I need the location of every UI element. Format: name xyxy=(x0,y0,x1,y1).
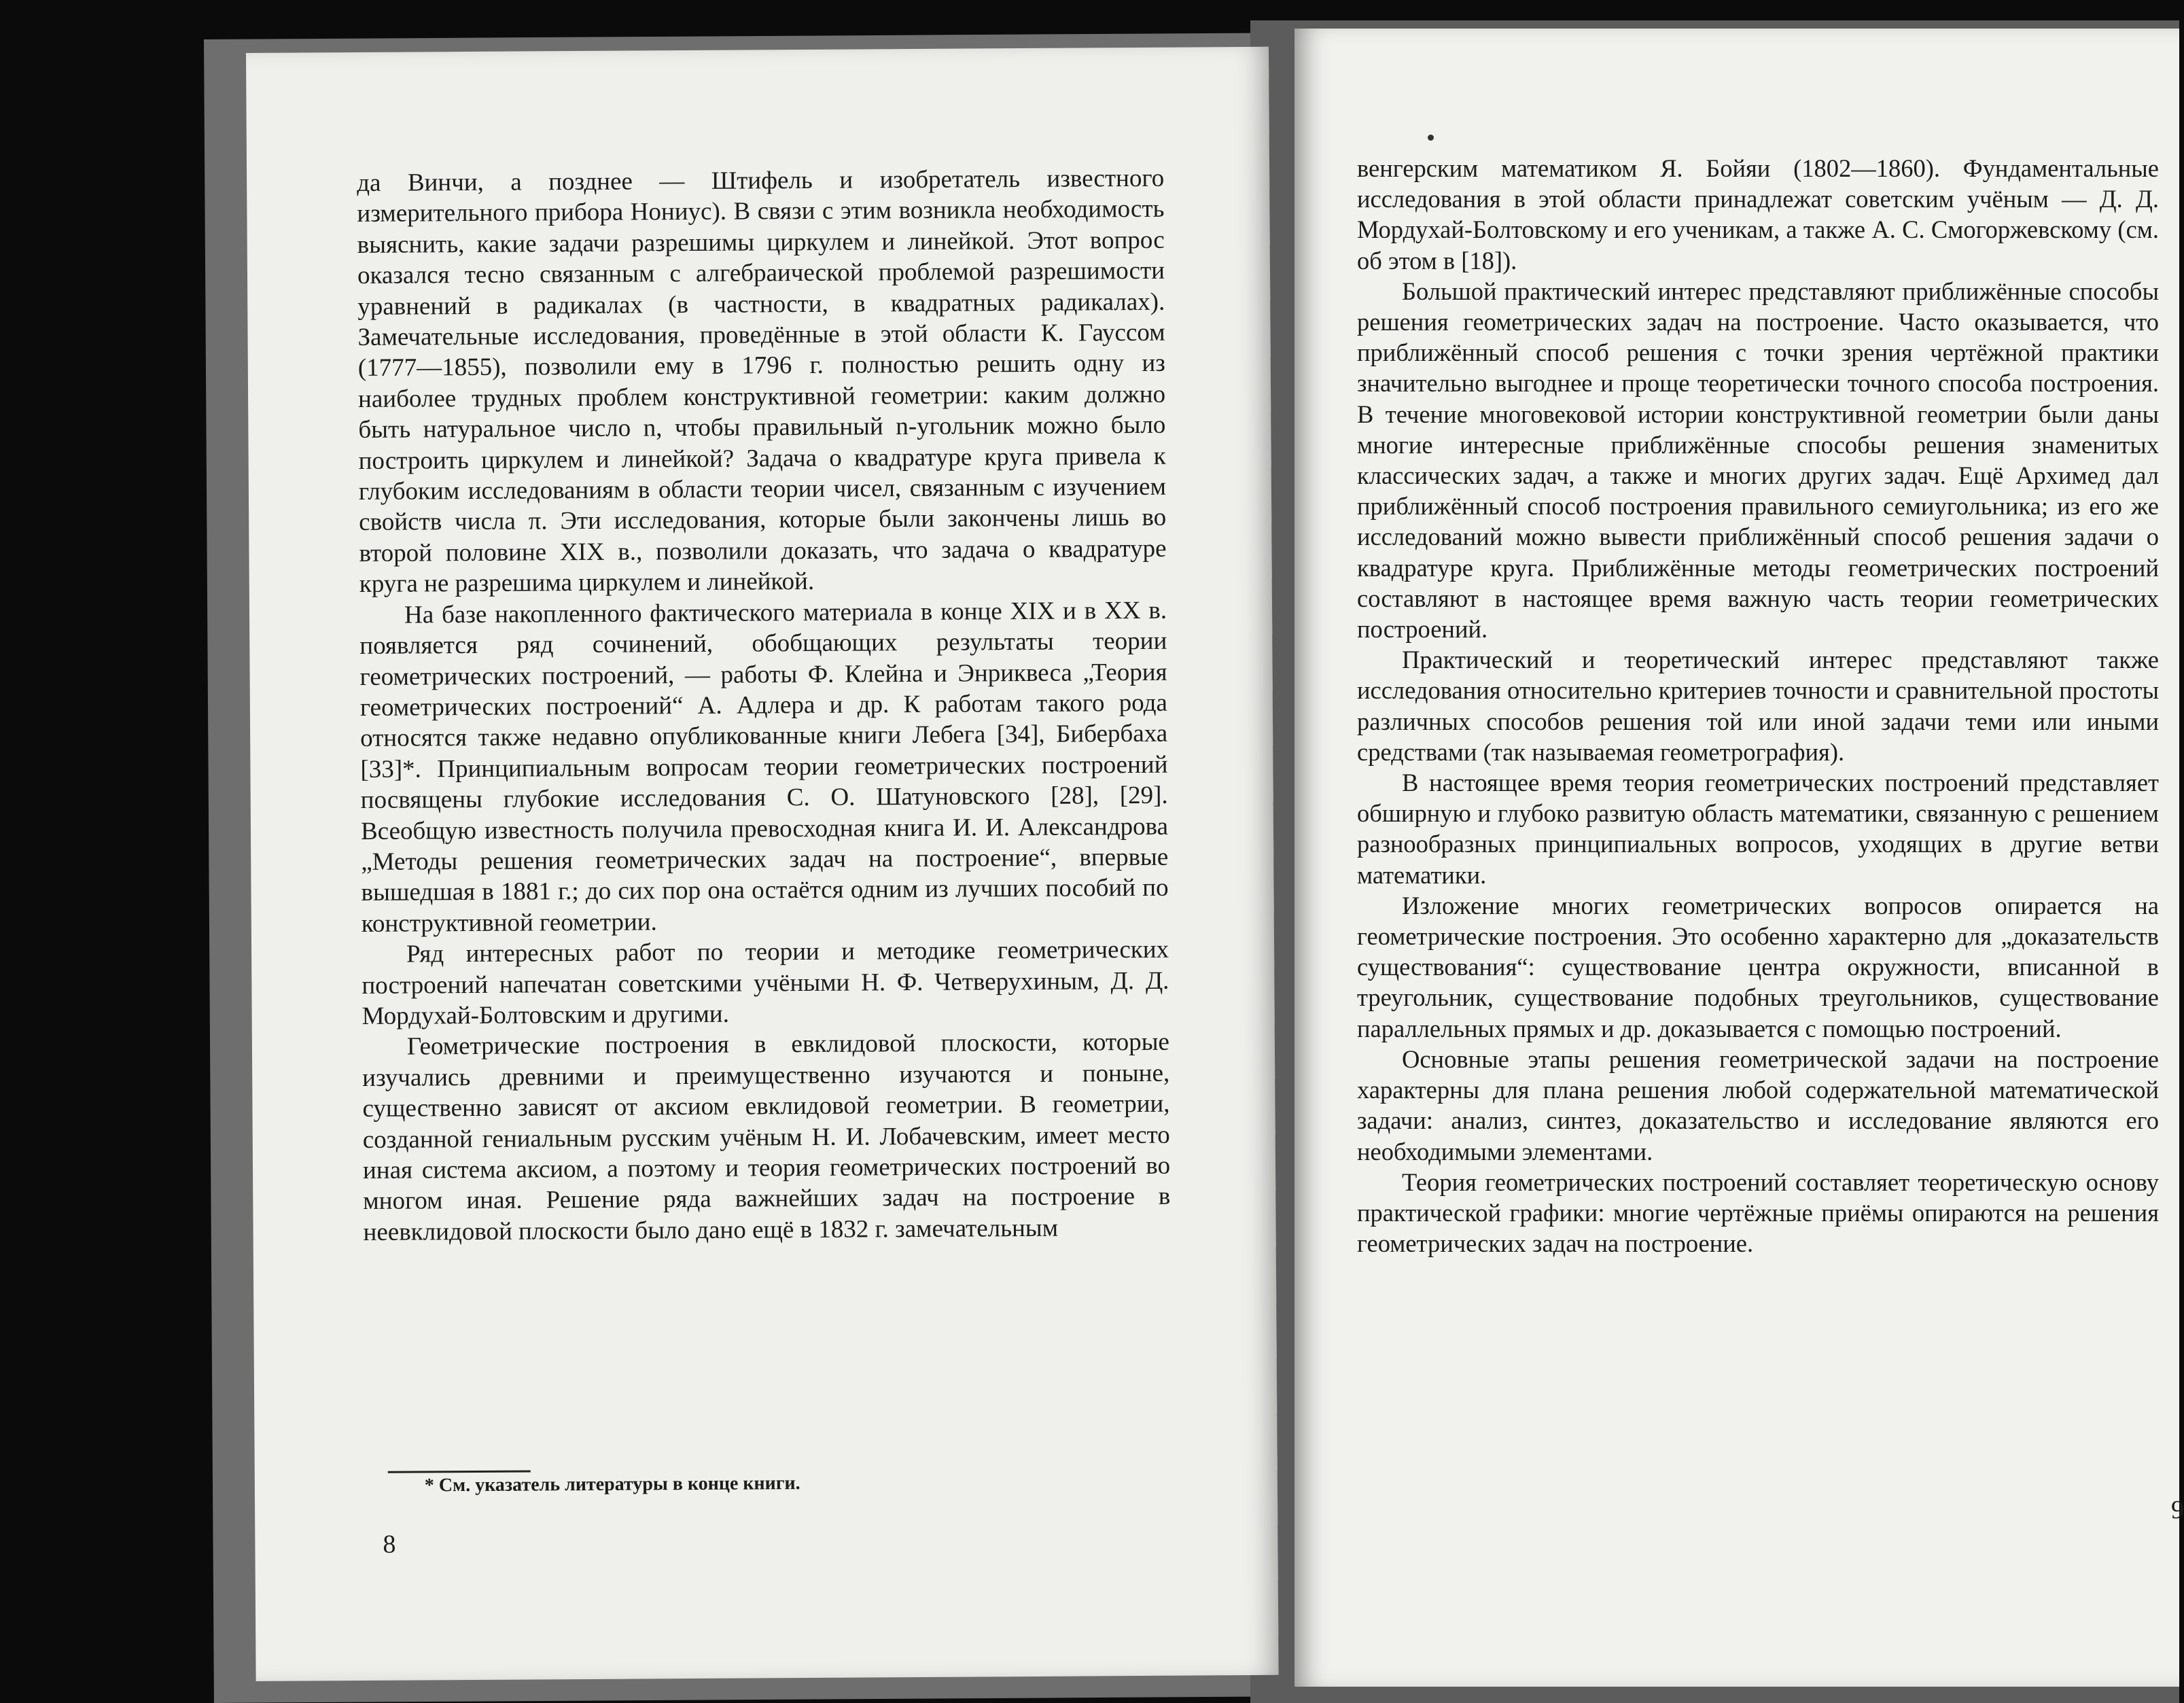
left-page-text xyxy=(357,163,1171,1248)
right-page-text xyxy=(1357,153,2159,1259)
right-paragraph-4: В настоящее время теория геометрических построений представляет обширную и глубоко развитую область математики, связанную с решением разнообразных принципиальных вопросов, уходящих в другие ветви математики. xyxy=(1357,769,2159,889)
print-speck xyxy=(1428,135,1434,141)
right-paragraph-3: Практический и теоретический интерес представляют также исследования относительно критериев точности и сравнительной простоты различных способов решения той или иной задачи теми или иными средствами (так называемая геометрография). xyxy=(1357,646,2159,766)
page-number-left: 8 xyxy=(383,1530,396,1559)
left-paragraph-4: Геометрические построения в евклидовой плоскости, которые изучались древними и преимущественно изучаются и поныне, существенно зависят от аксиом евклидовой геометрии. В геометрии, созданной гениальным русским учёным Н. И. Лобачевским, имеет место иная система аксиом, а поэтому и теория геометрических построений во многом иная. Решение ряда важнейших задач на построение в неевклидовой плоскости было дано ещё в 1832 г. замечательным xyxy=(362,1028,1171,1246)
left-paragraph-1: да Винчи, а позднее — Штифель и изобретатель известного измерительного прибора Нониус). В связи с этим возникла необходимость выяснить, какие задачи разрешимы циркулем и линейкой. Этот вопрос оказался тесно связанным с алгебраической проблемой разрешимости уравнений в радикалах (в частности, в квадратных радикалах). Замечательные исследования, проведённые в этой области К. Гауссом (1777—1855), позволили ему в 1796 г. полностью решить одну из наиболее трудных проблем конструктивной геометрии: каким должно быть натуральное число n, чтобы правильный n-угольник можно было построить циркулем и линейкой? Задача о квадратуре круга привела к глубоким исследованиям в области теории чисел, связанным с изучением свойств числа π. Эти исследования, которые были закончены лишь во второй половине XIX в., позволили доказать, что задача о квадратуре круга не разрешима циркулем и линейкой. xyxy=(357,164,1167,599)
right-paragraph-7: Теория геометрических построений составляет теоретическую основу практической графики: многие чертёжные приёмы опираются на решения геометрических задач на построение. xyxy=(1357,1167,2159,1258)
footnote: * См. указатель литературы в конце книги. xyxy=(424,1473,800,1496)
right-paragraph-5: Изложение многих геометрических вопросов опирается на геометрические построения. Это особенно характерно для „доказательств существования“: существование центра окружности, вписанной в треугольник, существование подобных треугольников, существование параллельных прямых и др. доказывается с помощью построений. xyxy=(1357,891,2159,1042)
left-paragraph-2: На базе накопленного фактического материала в конце XIX и в XX в. появляется ряд сочинений, обобщающих результаты теории геометрических построений, — работы Ф. Клейна и Энриквеса „Теория геометрических построений“ А. Адлера и др. К работам такого рода относятся также недавно опубликованные книги Лебега [34], Бибербаха [33]*. Принципиальным вопросам теории геометрических построений посвящены глубокие исследования С. О. Шатуновского [28], [29]. Всеобщую известность получила превосходная книга И. И. Александрова „Методы решения геометрических задач на построение“, впервые вышедшая в 1881 г.; до сих пор она остаётся одним из лучших пособий по конструктивной геометрии. xyxy=(359,596,1169,938)
right-paragraph-6: Основные этапы решения геометрической задачи на построение характерны для плана решения любой содержательной математической задачи: анализ, синтез, доказательство и исследование являются его необходимыми элементами. xyxy=(1357,1044,2159,1165)
page-number-right: 9 xyxy=(2171,1496,2184,1524)
left-paragraph-3: Ряд интересных работ по теории и методике геометрических построений напечатан советскими учёными Н. Ф. Четверухиным, Д. Д. Мордухай-Болтовским и другими. xyxy=(362,935,1169,1030)
right-page xyxy=(1294,29,2184,1687)
footnote-rule xyxy=(388,1470,531,1473)
right-paragraph-2: Большой практический интерес представляют приближённые способы решения геометрических задач на построение. Часто оказывается, что приближённый способ решения с точки зрения чертёжной практики значительно выгоднее и проще теоретически точного способа построения. В течение многовековой истории конструктивной геометрии были даны многие интересные приближённые способы решения знаменитых классических задач, а также и многих других задач. Ещё Архимед дал приближённый способ построения правильного семиугольника; из его же исследований можно вывести приближённый способ решения задачи о квадратуре круга. Приближённые методы геометрических построений составляют в настоящее время важную часть теории геометрических построений. xyxy=(1357,277,2159,644)
right-paragraph-1: венгерским математиком Я. Бойяи (1802—1860). Фундаментальные исследования в этой области принадлежат советским учёным — Д. Д. Мордухай-Болтовскому и его ученикам, а также А. С. Смогоржевскому (см. об этом в [18]). xyxy=(1357,154,2159,275)
left-page xyxy=(246,47,1279,1681)
